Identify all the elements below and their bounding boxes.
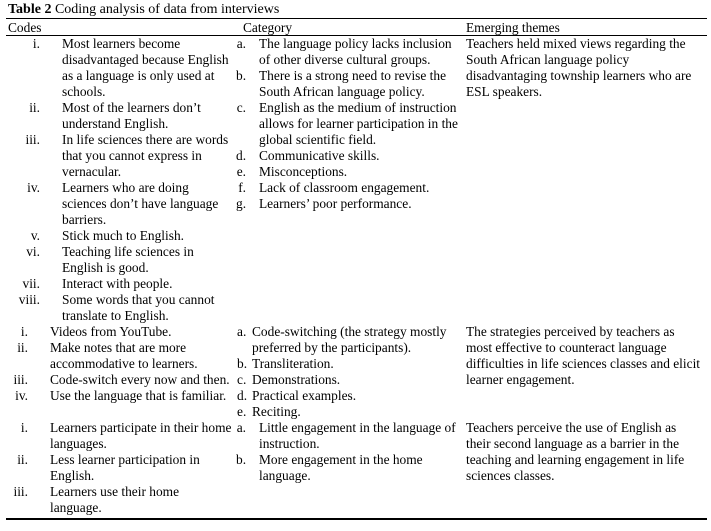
item-text: In life sciences there are words that you cannot express in vernacular. — [62, 132, 229, 179]
item-marker: ii. — [17, 452, 28, 467]
codes-item — [6, 452, 236, 484]
category-item — [236, 164, 466, 180]
item-marker: viii. — [18, 292, 40, 307]
item-marker: iii. — [25, 132, 40, 147]
item-text: English as the medium of instruction allows for learner participation in the global scientific field. — [259, 100, 458, 147]
item-text: Misconceptions. — [259, 164, 348, 179]
codes-item — [6, 132, 236, 180]
codes-item — [6, 388, 236, 404]
item-marker: d. — [236, 148, 247, 163]
item-text: Transliteration. — [252, 356, 334, 371]
item-marker: iii. — [13, 372, 28, 387]
category-item — [236, 68, 466, 100]
item-text: Videos from YouTube. — [50, 324, 172, 339]
emerging-theme: The strategies perceived by teachers as most effective to counteract language difficulties in life sciences classes and elicit learner engagement. — [466, 324, 701, 387]
header-category: Category — [243, 20, 293, 35]
item-marker: d. — [237, 388, 248, 403]
item-text: Most learners become disadvantaged because English as a language is only used at schools. — [62, 36, 229, 99]
item-marker: b. — [236, 452, 247, 467]
header-codes: Codes — [8, 20, 42, 35]
item-text: Use the language that is familiar. — [50, 388, 227, 403]
category-column — [236, 36, 466, 324]
item-text: Less learner participation in English. — [50, 452, 200, 483]
category-item — [236, 196, 466, 212]
codes-column — [6, 420, 236, 516]
codes-item — [6, 228, 236, 244]
category-column — [236, 420, 466, 516]
table-body — [6, 36, 707, 516]
codes-item — [6, 324, 236, 340]
item-marker: i. — [20, 420, 28, 435]
item-text: Learners’ poor performance. — [259, 196, 412, 211]
codes-item — [6, 244, 236, 276]
category-item — [236, 388, 466, 404]
category-item — [236, 36, 466, 68]
item-text: Practical examples. — [252, 388, 357, 403]
table-caption-text: Coding analysis of data from interviews — [54, 2, 280, 17]
codes-item — [6, 484, 236, 516]
codes-item — [6, 340, 236, 372]
codes-item — [6, 180, 236, 228]
item-text: Most of the learners don’t understand English. — [62, 100, 201, 131]
item-text: Make notes that are more accommodative to learners. — [50, 340, 198, 371]
item-marker: v. — [30, 228, 40, 243]
category-item — [236, 356, 466, 372]
item-text: Interact with people. — [62, 276, 173, 291]
category-item — [236, 324, 466, 356]
item-text: Reciting. — [252, 404, 301, 419]
category-item — [236, 148, 466, 164]
category-item — [236, 404, 466, 420]
table-group — [6, 420, 707, 516]
item-marker: e. — [237, 404, 247, 419]
item-marker: i. — [32, 36, 40, 51]
item-marker: vii. — [22, 276, 40, 291]
item-text: The language policy lacks inclusion of other diverse cultural groups. — [259, 36, 452, 67]
codes-column — [6, 324, 236, 420]
item-text: Learners participate in their home languages. — [50, 420, 232, 451]
item-marker: c. — [236, 100, 246, 115]
header-themes: Emerging themes — [466, 20, 560, 35]
category-item — [236, 180, 466, 196]
item-marker: a. — [237, 324, 247, 339]
item-marker: g. — [236, 196, 247, 211]
item-text: Code-switching (the strategy mostly preferred by the participants). — [252, 324, 447, 355]
category-item — [236, 372, 466, 388]
category-item — [236, 100, 466, 148]
item-text: Little engagement in the language of instruction. — [259, 420, 456, 451]
table-group — [6, 36, 707, 324]
item-marker: e. — [236, 164, 246, 179]
item-text: Some words that you cannot translate to English. — [62, 292, 215, 323]
item-marker: i. — [20, 324, 28, 339]
codes-item — [6, 276, 236, 292]
codes-item — [6, 292, 236, 324]
item-marker: f. — [238, 180, 246, 195]
table-label: Table 2 — [8, 2, 52, 17]
item-marker: iii. — [13, 484, 28, 499]
item-marker: c. — [237, 372, 247, 387]
item-text: Demonstrations. — [252, 372, 341, 387]
item-marker: vi. — [26, 244, 40, 259]
codes-item — [6, 372, 236, 388]
item-marker: iv. — [27, 180, 40, 195]
codes-item — [6, 36, 236, 100]
item-marker: iv. — [15, 388, 28, 403]
item-marker: ii. — [17, 340, 28, 355]
category-item — [236, 420, 466, 452]
item-marker: b. — [236, 68, 247, 83]
item-text: Stick much to English. — [62, 228, 184, 243]
item-marker: ii. — [29, 100, 40, 115]
category-item — [236, 452, 466, 484]
item-text: Teaching life sciences in English is good. — [62, 244, 194, 275]
header-row — [6, 19, 707, 35]
item-text: Communicative skills. — [259, 148, 380, 163]
item-text: Lack of classroom engagement. — [259, 180, 430, 195]
bottom-rule — [6, 518, 707, 520]
emerging-theme: Teachers perceive the use of English as their second language as a barrier in the teaching and learning engagement in life sciences classes. — [466, 420, 685, 483]
item-text: Learners use their home language. — [50, 484, 180, 515]
codes-column — [6, 36, 236, 324]
emerging-theme: Teachers held mixed views regarding the South African language policy disadvantaging township learners who are ESL speakers. — [466, 36, 692, 99]
item-text: There is a strong need to revise the South African language policy. — [259, 68, 447, 99]
item-marker: a. — [236, 36, 246, 51]
item-text: Code-switch every now and then. — [50, 372, 230, 387]
category-column — [236, 324, 466, 420]
item-marker: b. — [237, 356, 248, 371]
codes-item — [6, 420, 236, 452]
table-caption — [6, 2, 707, 18]
item-marker: a. — [236, 420, 246, 435]
table-group — [6, 324, 707, 420]
codes-item — [6, 100, 236, 132]
item-text: More engagement in the home language. — [259, 452, 423, 483]
item-text: Learners who are doing sciences don’t have language barriers. — [62, 180, 219, 227]
